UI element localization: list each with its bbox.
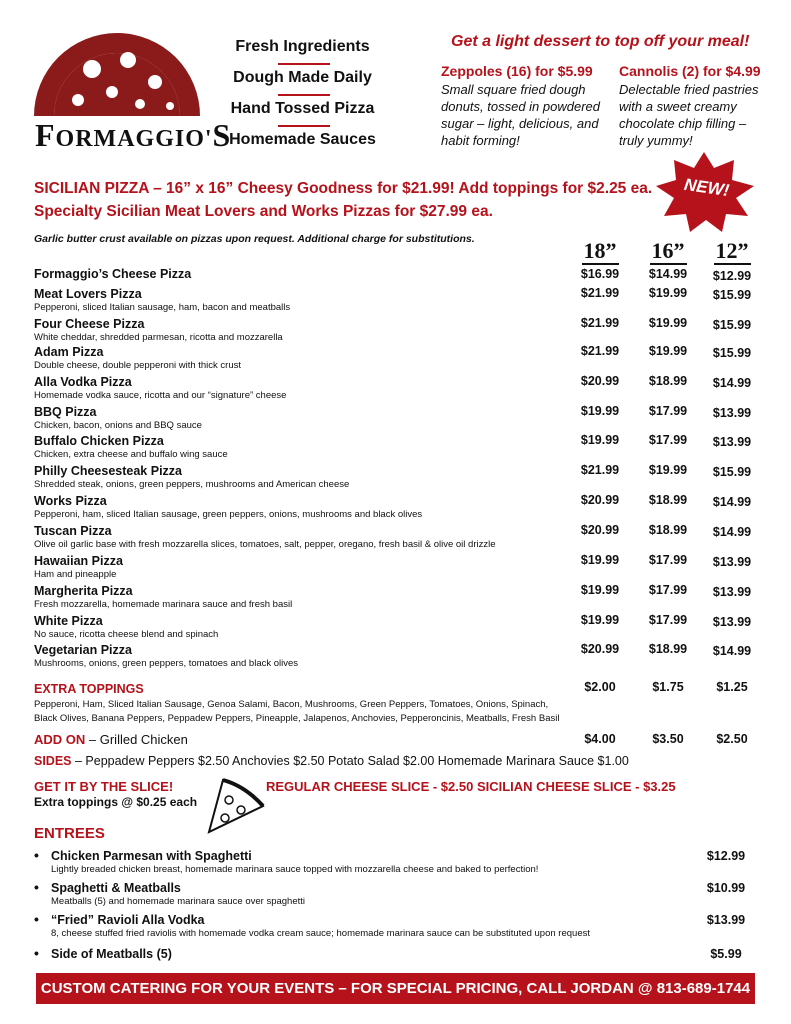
size-header-16: 16” [651, 238, 685, 263]
sicilian-line: Specialty Sicilian Meat Lovers and Works Pizzas for $27.99 ea. [34, 203, 493, 220]
dessert-item-desc: Small square fried dough donuts, tossed in powdered sugar – light, delicious, and habit forming! [441, 82, 600, 148]
pizza-price: $19.99 [648, 463, 688, 477]
pizza-desc: Fresh mozzarella, homemade marinara sauce and fresh basil [34, 599, 293, 610]
size-header-12: 12” [715, 238, 749, 263]
bullet-icon: • [34, 911, 39, 927]
entrees-title: ENTREES [34, 825, 105, 842]
pizza-name: Formaggio’s Cheese Pizza [34, 267, 192, 281]
price-12: $2.50 [716, 732, 748, 746]
entree-desc: 8, cheese stuffed fried raviolis with homemade vodka cream sauce; homemade marinara sauce can be substituted upon request [51, 928, 590, 939]
pizza-price: $19.99 [580, 613, 620, 627]
pizza-price: $19.99 [648, 344, 688, 358]
pizza-price: $20.99 [580, 642, 620, 656]
pizza-price: $21.99 [580, 463, 620, 477]
pizza-price: $19.99 [648, 316, 688, 330]
entree-name: Chicken Parmesan with Spaghetti [51, 849, 252, 863]
pizza-price: $13.99 [712, 555, 752, 569]
slice-label: GET IT BY THE SLICE! [34, 779, 174, 794]
tagline-divider [278, 63, 330, 65]
pizza-price: $14.99 [648, 267, 688, 281]
pizza-price: $18.99 [648, 523, 688, 537]
tagline: Homemade Sauces [229, 131, 376, 148]
dessert-item-title: Cannolis (2) for $4.99 [619, 63, 761, 79]
pizza-price: $21.99 [580, 316, 620, 330]
pizza-price: $16.99 [580, 267, 620, 281]
entree-desc: Lightly breaded chicken breast, homemade marinara sauce topped with mozzarella cheese and baked to perfection! [51, 864, 539, 875]
pizza-price: $19.99 [580, 404, 620, 418]
pizza-slice-icon [203, 774, 267, 838]
pizza-name: Works Pizza [34, 494, 107, 508]
pizza-price: $15.99 [712, 288, 752, 302]
pizza-price: $17.99 [648, 583, 688, 597]
entree-name: Side of Meatballs (5) [51, 947, 172, 961]
pizza-price: $14.99 [712, 644, 752, 658]
dessert-heading: Get a light dessert to top off your meal! [451, 33, 750, 50]
pizza-price: $18.99 [648, 642, 688, 656]
pizza-desc: Mushrooms, onions, green peppers, tomatoes and black olives [34, 658, 299, 669]
bullet-icon: • [34, 945, 39, 961]
entree-desc: Meatballs (5) and homemade marinara sauce over spaghetti [51, 896, 305, 907]
tagline: Fresh Ingredients [235, 38, 370, 55]
pizza-name: Buffalo Chicken Pizza [34, 434, 164, 448]
pizza-price: $19.99 [648, 286, 688, 300]
pizza-price: $13.99 [712, 585, 752, 599]
pizza-name: Alla Vodka Pizza [34, 375, 132, 389]
pizza-price: $13.99 [712, 435, 752, 449]
tagline-divider [278, 94, 330, 96]
pizza-price: $15.99 [712, 318, 752, 332]
bullet-icon: • [34, 847, 39, 863]
pizza-name: Hawaiian Pizza [34, 554, 123, 568]
pizza-price: $21.99 [580, 344, 620, 358]
pizza-price: $18.99 [648, 493, 688, 507]
pizza-price: $18.99 [648, 374, 688, 388]
pizza-desc: No sauce, ricotta cheese blend and spinach [34, 629, 219, 640]
pizza-desc: White cheddar, shredded parmesan, ricotta and mozzarella [34, 332, 283, 343]
pizza-name: White Pizza [34, 614, 103, 628]
pizza-price: $19.99 [580, 433, 620, 447]
toppings-list: Black Olives, Banana Peppers, Peppadew Peppers, Pineapple, Jalapenos, Anchovies, Pepperoncinis, Meatballs, Fresh Basil [34, 713, 560, 724]
pizza-desc: Chicken, bacon, onions and BBQ sauce [34, 420, 202, 431]
tagline: Dough Made Daily [233, 69, 372, 86]
price-16: $1.75 [652, 680, 684, 694]
pizza-name: Meat Lovers Pizza [34, 287, 142, 301]
pizza-price: $17.99 [648, 553, 688, 567]
entree-name: “Fried” Ravioli Alla Vodka [51, 913, 205, 927]
tagline-divider [278, 125, 330, 127]
pizza-name: Philly Cheesesteak Pizza [34, 464, 182, 478]
new-badge-text: NEW! [682, 174, 731, 201]
tagline: Hand Tossed Pizza [230, 100, 375, 117]
pizza-price: $19.99 [580, 553, 620, 567]
pizza-name: Margherita Pizza [34, 584, 133, 598]
slice-sub: Extra toppings @ $0.25 each [34, 795, 198, 809]
pizza-price: $17.99 [648, 404, 688, 418]
crust-note: Garlic butter crust available on pizzas upon request. Additional charge for substitutions. [34, 233, 475, 245]
pizza-price: $17.99 [648, 613, 688, 627]
pizza-desc: Ham and pineapple [34, 569, 117, 580]
pizza-desc: Olive oil garlic base with fresh mozzarella slices, tomatoes, salt, pepper, oregano, fresh basil & olive oil drizzle [34, 539, 496, 550]
pizza-price: $20.99 [580, 523, 620, 537]
pizza-price: $20.99 [580, 374, 620, 388]
pizza-price: $14.99 [712, 376, 752, 390]
pizza-desc: Homemade vodka sauce, ricotta and our “signature” cheese [34, 390, 287, 401]
pizza-price: $21.99 [580, 286, 620, 300]
catering-banner: CUSTOM CATERING FOR YOUR EVENTS – FOR SPECIAL PRICING, CALL JORDAN @ 813-689-1744 [36, 973, 755, 1004]
pizza-desc: Pepperoni, sliced Italian sausage, ham, bacon and meatballs [34, 302, 291, 313]
size-header-18: 18” [583, 238, 617, 263]
pizza-price: $14.99 [712, 525, 752, 539]
pizza-name: BBQ Pizza [34, 405, 97, 419]
entree-name: Spaghetti & Meatballs [51, 881, 181, 895]
toppings-title: EXTRA TOPPINGS [34, 682, 144, 696]
addon-line: ADD ON – Grilled Chicken [34, 732, 188, 747]
pizza-name: Adam Pizza [34, 345, 104, 359]
price-16: $3.50 [652, 732, 684, 746]
pizza-price: $20.99 [580, 493, 620, 507]
pizza-price: $12.99 [712, 269, 752, 283]
pizza-price: $13.99 [712, 406, 752, 420]
pizza-desc: Double cheese, double pepperoni with thick crust [34, 360, 242, 371]
sicilian-line: SICILIAN PIZZA – 16” x 16” Cheesy Goodness for $21.99! Add toppings for $2.25 ea. [34, 180, 653, 197]
pizza-price: $14.99 [712, 495, 752, 509]
pizza-name: Four Cheese Pizza [34, 317, 145, 331]
pizza-price: $15.99 [712, 465, 752, 479]
pizza-price: $13.99 [712, 615, 752, 629]
slice-prices: REGULAR CHEESE SLICE - $2.50 SICILIAN CHEESE SLICE - $3.25 [266, 779, 676, 794]
pizza-name: Vegetarian Pizza [34, 643, 132, 657]
entree-price: $5.99 [710, 947, 742, 961]
price-12: $1.25 [716, 680, 748, 694]
bullet-icon: • [34, 879, 39, 895]
sides-line: SIDES – Peppadew Peppers $2.50 Anchovies $2.50 Potato Salad $2.00 Homemade Marinara Sauce $1.00 [34, 754, 629, 768]
price-18: $2.00 [584, 680, 616, 694]
pizza-name: Tuscan Pizza [34, 524, 112, 538]
pizza-desc: Chicken, extra cheese and buffalo wing sauce [34, 449, 228, 460]
pizza-desc: Shredded steak, onions, green peppers, mushrooms and American cheese [34, 479, 350, 490]
toppings-list: Pepperoni, Ham, Sliced Italian Sausage, Genoa Salami, Bacon, Mushrooms, Green Peppers, Tomatoes, Onions, Spinach, [34, 699, 549, 710]
pizza-price: $15.99 [712, 346, 752, 360]
price-18: $4.00 [584, 732, 616, 746]
pizza-price: $17.99 [648, 433, 688, 447]
dessert-item-title: Zeppoles (16) for $5.99 [441, 63, 593, 79]
entree-price: $10.99 [706, 881, 746, 895]
pizza-desc: Pepperoni, ham, sliced Italian sausage, green peppers, onions, mushrooms and black olives [34, 509, 423, 520]
entree-price: $13.99 [706, 913, 746, 927]
entree-price: $12.99 [706, 849, 746, 863]
pizza-price: $19.99 [580, 583, 620, 597]
brand-name: FORMAGGIO'S [35, 117, 232, 153]
dessert-item-desc: Delectable fried pastries with a sweet creamy chocolate chip filling – truly yummy! [619, 82, 759, 148]
